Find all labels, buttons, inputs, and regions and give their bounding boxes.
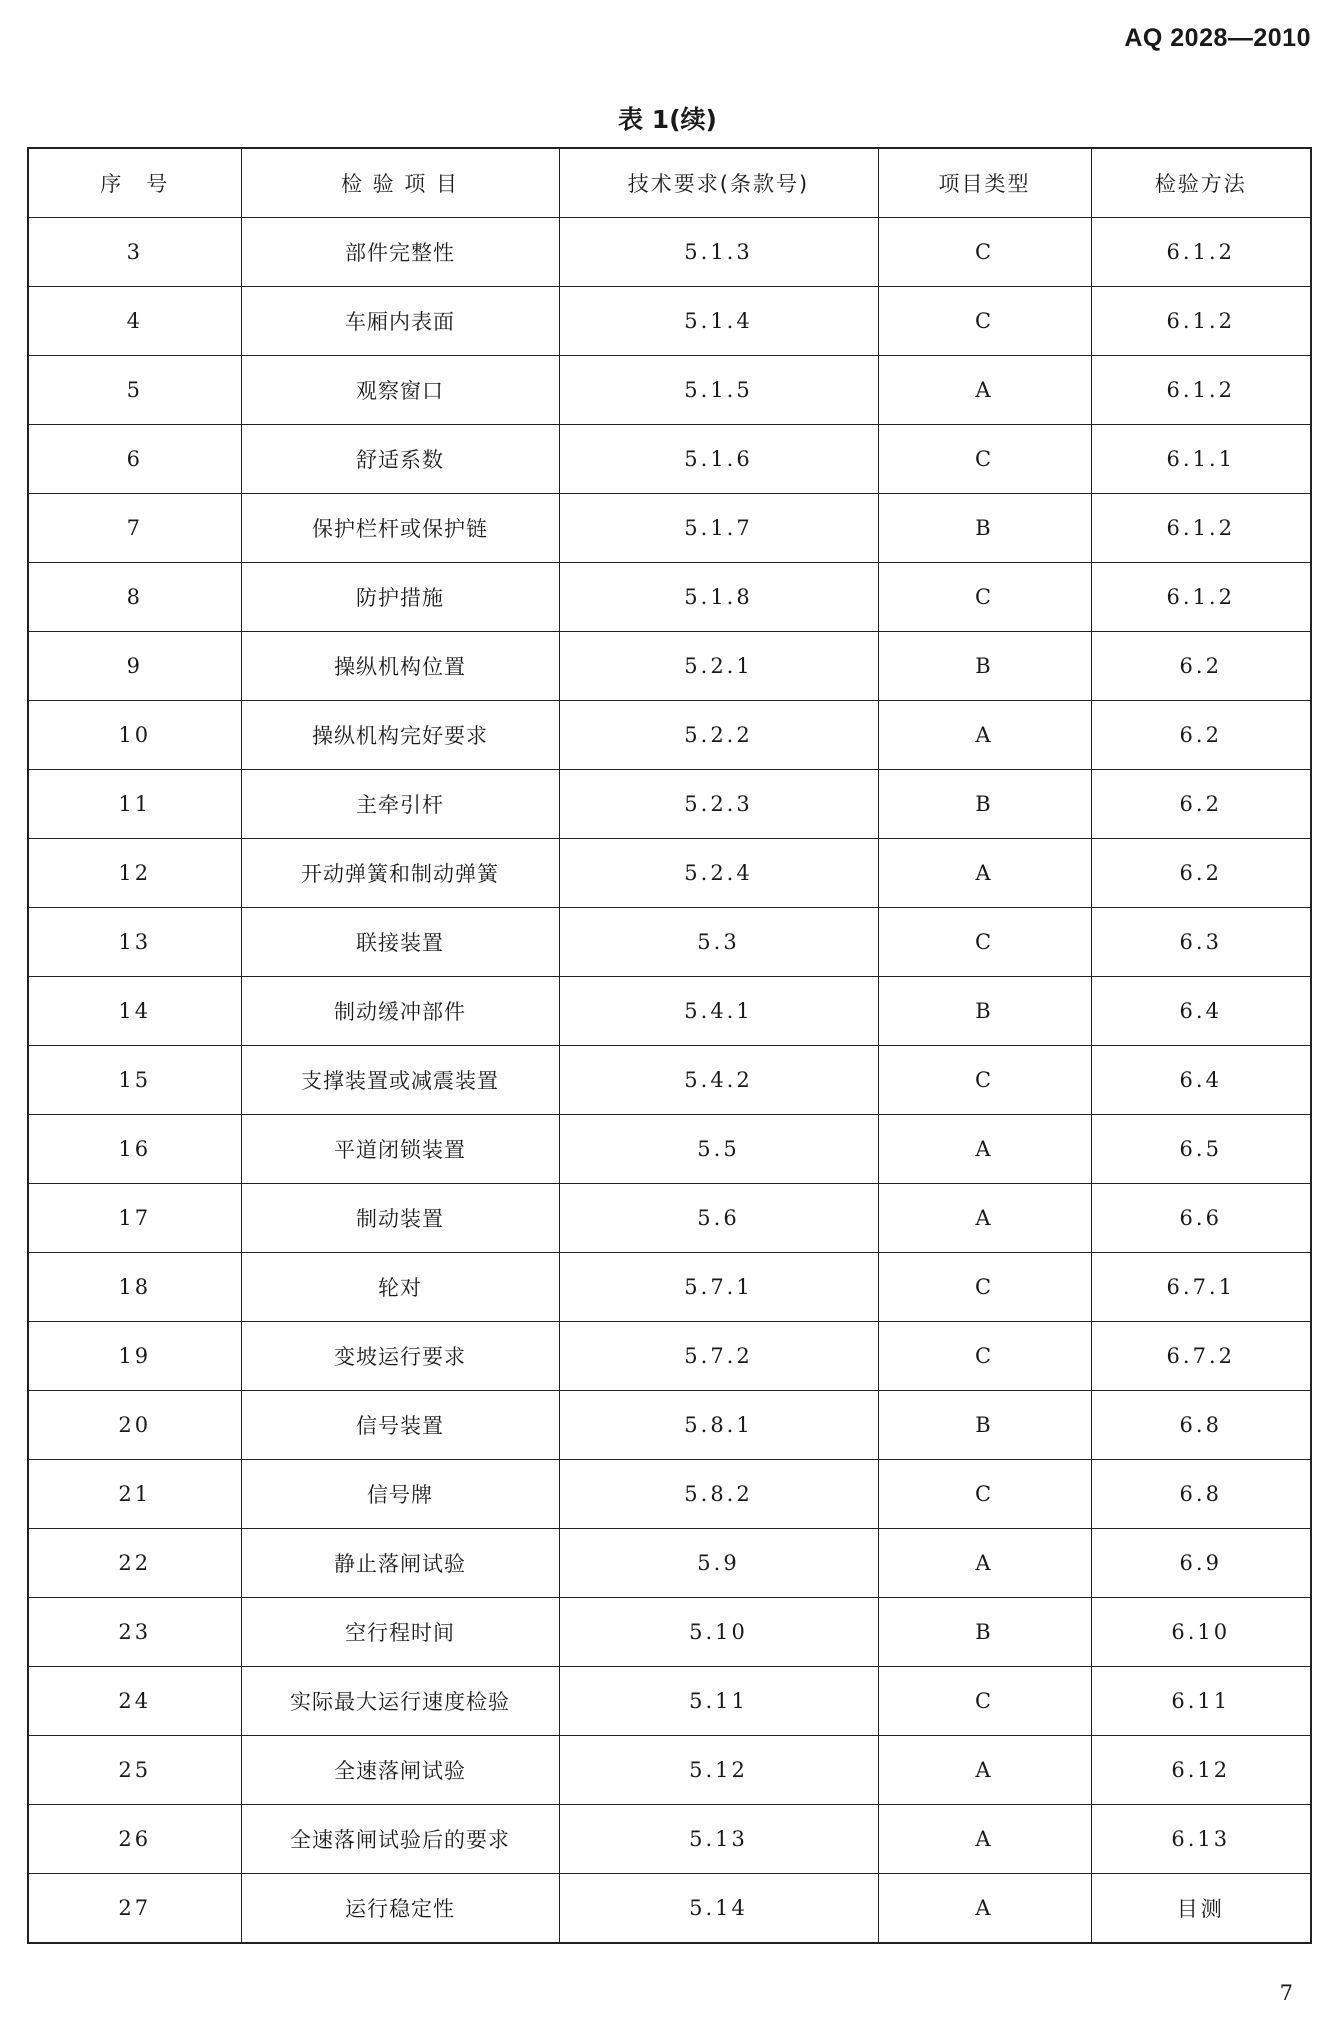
inspection-item-cell: 全速落闸试验 [241, 1736, 559, 1805]
inspection-item-cell: 空行程时间 [241, 1598, 559, 1667]
serial-number-cell: 24 [28, 1667, 241, 1736]
requirement-clause-cell: 5.10 [559, 1598, 878, 1667]
item-type-cell: C [878, 425, 1091, 494]
serial-number-cell: 13 [28, 908, 241, 977]
item-type-cell: C [878, 563, 1091, 632]
serial-number-cell: 26 [28, 1805, 241, 1874]
serial-number-cell: 9 [28, 632, 241, 701]
inspection-method-cell: 6.8 [1091, 1460, 1311, 1529]
inspection-method-cell: 6.6 [1091, 1184, 1311, 1253]
item-type-cell: B [878, 977, 1091, 1046]
requirement-clause-cell: 5.14 [559, 1874, 878, 1944]
requirement-clause-cell: 5.8.1 [559, 1391, 878, 1460]
inspection-method-cell: 6.1.2 [1091, 356, 1311, 425]
header-inspection-item: 检 验 项 目 [241, 148, 559, 218]
requirement-clause-cell: 5.2.3 [559, 770, 878, 839]
requirement-clause-cell: 5.2.1 [559, 632, 878, 701]
serial-number-cell: 10 [28, 701, 241, 770]
inspection-item-cell: 保护栏杆或保护链 [241, 494, 559, 563]
inspection-method-cell: 6.2 [1091, 632, 1311, 701]
table-row [28, 1391, 1311, 1460]
inspection-item-cell: 观察窗口 [241, 356, 559, 425]
item-type-cell: A [878, 839, 1091, 908]
table-row [28, 356, 1311, 425]
standard-number: AQ 2028—2010 [1124, 24, 1311, 52]
inspection-method-cell: 6.1.2 [1091, 218, 1311, 287]
serial-number-cell: 4 [28, 287, 241, 356]
table-row [28, 1115, 1311, 1184]
serial-number-cell: 20 [28, 1391, 241, 1460]
inspection-method-cell: 6.8 [1091, 1391, 1311, 1460]
serial-number-cell: 7 [28, 494, 241, 563]
requirement-clause-cell: 5.5 [559, 1115, 878, 1184]
requirement-clause-cell: 5.4.1 [559, 977, 878, 1046]
requirement-clause-cell: 5.11 [559, 1667, 878, 1736]
requirement-clause-cell: 5.9 [559, 1529, 878, 1598]
inspection-method-cell: 6.1.2 [1091, 287, 1311, 356]
table-row [28, 1322, 1311, 1391]
requirement-clause-cell: 5.1.7 [559, 494, 878, 563]
requirement-clause-cell: 5.3 [559, 908, 878, 977]
inspection-method-cell: 6.13 [1091, 1805, 1311, 1874]
inspection-item-cell: 开动弹簧和制动弹簧 [241, 839, 559, 908]
requirement-clause-cell: 5.8.2 [559, 1460, 878, 1529]
inspection-item-cell: 主牵引杆 [241, 770, 559, 839]
serial-number-cell: 11 [28, 770, 241, 839]
inspection-item-cell: 部件完整性 [241, 218, 559, 287]
table-row [28, 1253, 1311, 1322]
item-type-cell: A [878, 1184, 1091, 1253]
serial-number-cell: 8 [28, 563, 241, 632]
inspection-item-cell: 操纵机构位置 [241, 632, 559, 701]
item-type-cell: C [878, 1322, 1091, 1391]
table-row [28, 287, 1311, 356]
requirement-clause-cell: 5.1.5 [559, 356, 878, 425]
table-row [28, 1874, 1311, 1944]
table-row [28, 977, 1311, 1046]
requirement-clause-cell: 5.4.2 [559, 1046, 878, 1115]
inspection-item-cell: 信号牌 [241, 1460, 559, 1529]
inspection-method-cell: 6.10 [1091, 1598, 1311, 1667]
inspection-item-cell: 信号装置 [241, 1391, 559, 1460]
inspection-item-cell: 车厢内表面 [241, 287, 559, 356]
inspection-item-cell: 运行稳定性 [241, 1874, 559, 1944]
table-header-row [28, 148, 1311, 218]
serial-number-cell: 6 [28, 425, 241, 494]
requirement-clause-cell: 5.7.1 [559, 1253, 878, 1322]
header-inspection-method: 检验方法 [1091, 148, 1311, 218]
item-type-cell: A [878, 1736, 1091, 1805]
inspection-table [27, 147, 1312, 1944]
header-technical-requirement: 技术要求(条款号) [559, 148, 878, 218]
inspection-item-cell: 制动缓冲部件 [241, 977, 559, 1046]
inspection-item-cell: 平道闭锁装置 [241, 1115, 559, 1184]
table-row [28, 1805, 1311, 1874]
requirement-clause-cell: 5.2.4 [559, 839, 878, 908]
inspection-method-cell: 6.3 [1091, 908, 1311, 977]
serial-number-cell: 3 [28, 218, 241, 287]
inspection-item-cell: 操纵机构完好要求 [241, 701, 559, 770]
serial-number-cell: 21 [28, 1460, 241, 1529]
requirement-clause-cell: 5.7.2 [559, 1322, 878, 1391]
table-row [28, 1184, 1311, 1253]
inspection-method-cell: 目测 [1091, 1874, 1311, 1944]
item-type-cell: B [878, 632, 1091, 701]
inspection-method-cell: 6.7.2 [1091, 1322, 1311, 1391]
requirement-clause-cell: 5.13 [559, 1805, 878, 1874]
table-row [28, 908, 1311, 977]
item-type-cell: A [878, 1805, 1091, 1874]
item-type-cell: C [878, 287, 1091, 356]
inspection-item-cell: 轮对 [241, 1253, 559, 1322]
requirement-clause-cell: 5.12 [559, 1736, 878, 1805]
table-row [28, 701, 1311, 770]
table-row [28, 1667, 1311, 1736]
header-serial-number: 序 号 [28, 148, 241, 218]
table-row [28, 1736, 1311, 1805]
table-row [28, 563, 1311, 632]
table-row [28, 770, 1311, 839]
table-row [28, 494, 1311, 563]
inspection-table-container [27, 147, 1310, 1944]
item-type-cell: A [878, 1874, 1091, 1944]
item-type-cell: B [878, 1598, 1091, 1667]
item-type-cell: A [878, 701, 1091, 770]
header-item-type: 项目类型 [878, 148, 1091, 218]
item-type-cell: C [878, 1667, 1091, 1736]
page-number: 7 [1279, 1981, 1293, 2005]
serial-number-cell: 23 [28, 1598, 241, 1667]
inspection-item-cell: 全速落闸试验后的要求 [241, 1805, 559, 1874]
table-body [28, 218, 1311, 1944]
inspection-item-cell: 舒适系数 [241, 425, 559, 494]
serial-number-cell: 22 [28, 1529, 241, 1598]
serial-number-cell: 14 [28, 977, 241, 1046]
item-type-cell: C [878, 218, 1091, 287]
requirement-clause-cell: 5.1.4 [559, 287, 878, 356]
table-title: 表 1(续) [618, 105, 717, 134]
item-type-cell: B [878, 494, 1091, 563]
inspection-item-cell: 支撑装置或减震装置 [241, 1046, 559, 1115]
inspection-method-cell: 6.1.1 [1091, 425, 1311, 494]
inspection-method-cell: 6.4 [1091, 977, 1311, 1046]
table-row [28, 1460, 1311, 1529]
item-type-cell: C [878, 1046, 1091, 1115]
inspection-method-cell: 6.1.2 [1091, 563, 1311, 632]
inspection-item-cell: 防护措施 [241, 563, 559, 632]
inspection-method-cell: 6.5 [1091, 1115, 1311, 1184]
inspection-method-cell: 6.2 [1091, 701, 1311, 770]
serial-number-cell: 15 [28, 1046, 241, 1115]
serial-number-cell: 17 [28, 1184, 241, 1253]
item-type-cell: B [878, 770, 1091, 839]
requirement-clause-cell: 5.1.8 [559, 563, 878, 632]
inspection-item-cell: 静止落闸试验 [241, 1529, 559, 1598]
serial-number-cell: 25 [28, 1736, 241, 1805]
requirement-clause-cell: 5.2.2 [559, 701, 878, 770]
serial-number-cell: 18 [28, 1253, 241, 1322]
inspection-method-cell: 6.9 [1091, 1529, 1311, 1598]
inspection-item-cell: 变坡运行要求 [241, 1322, 559, 1391]
inspection-item-cell: 制动装置 [241, 1184, 559, 1253]
item-type-cell: C [878, 908, 1091, 977]
inspection-method-cell: 6.2 [1091, 839, 1311, 908]
table-row [28, 1529, 1311, 1598]
serial-number-cell: 5 [28, 356, 241, 425]
inspection-method-cell: 6.2 [1091, 770, 1311, 839]
inspection-item-cell: 实际最大运行速度检验 [241, 1667, 559, 1736]
table-row [28, 1598, 1311, 1667]
serial-number-cell: 16 [28, 1115, 241, 1184]
serial-number-cell: 27 [28, 1874, 241, 1944]
item-type-cell: A [878, 1529, 1091, 1598]
item-type-cell: A [878, 1115, 1091, 1184]
inspection-method-cell: 6.4 [1091, 1046, 1311, 1115]
item-type-cell: A [878, 356, 1091, 425]
serial-number-cell: 12 [28, 839, 241, 908]
inspection-method-cell: 6.1.2 [1091, 494, 1311, 563]
table-row [28, 1046, 1311, 1115]
item-type-cell: C [878, 1460, 1091, 1529]
item-type-cell: B [878, 1391, 1091, 1460]
inspection-method-cell: 6.11 [1091, 1667, 1311, 1736]
table-row [28, 425, 1311, 494]
table-row [28, 632, 1311, 701]
table-row [28, 839, 1311, 908]
requirement-clause-cell: 5.6 [559, 1184, 878, 1253]
item-type-cell: C [878, 1253, 1091, 1322]
requirement-clause-cell: 5.1.3 [559, 218, 878, 287]
serial-number-cell: 19 [28, 1322, 241, 1391]
inspection-method-cell: 6.12 [1091, 1736, 1311, 1805]
inspection-method-cell: 6.7.1 [1091, 1253, 1311, 1322]
inspection-item-cell: 联接装置 [241, 908, 559, 977]
requirement-clause-cell: 5.1.6 [559, 425, 878, 494]
table-row [28, 218, 1311, 287]
